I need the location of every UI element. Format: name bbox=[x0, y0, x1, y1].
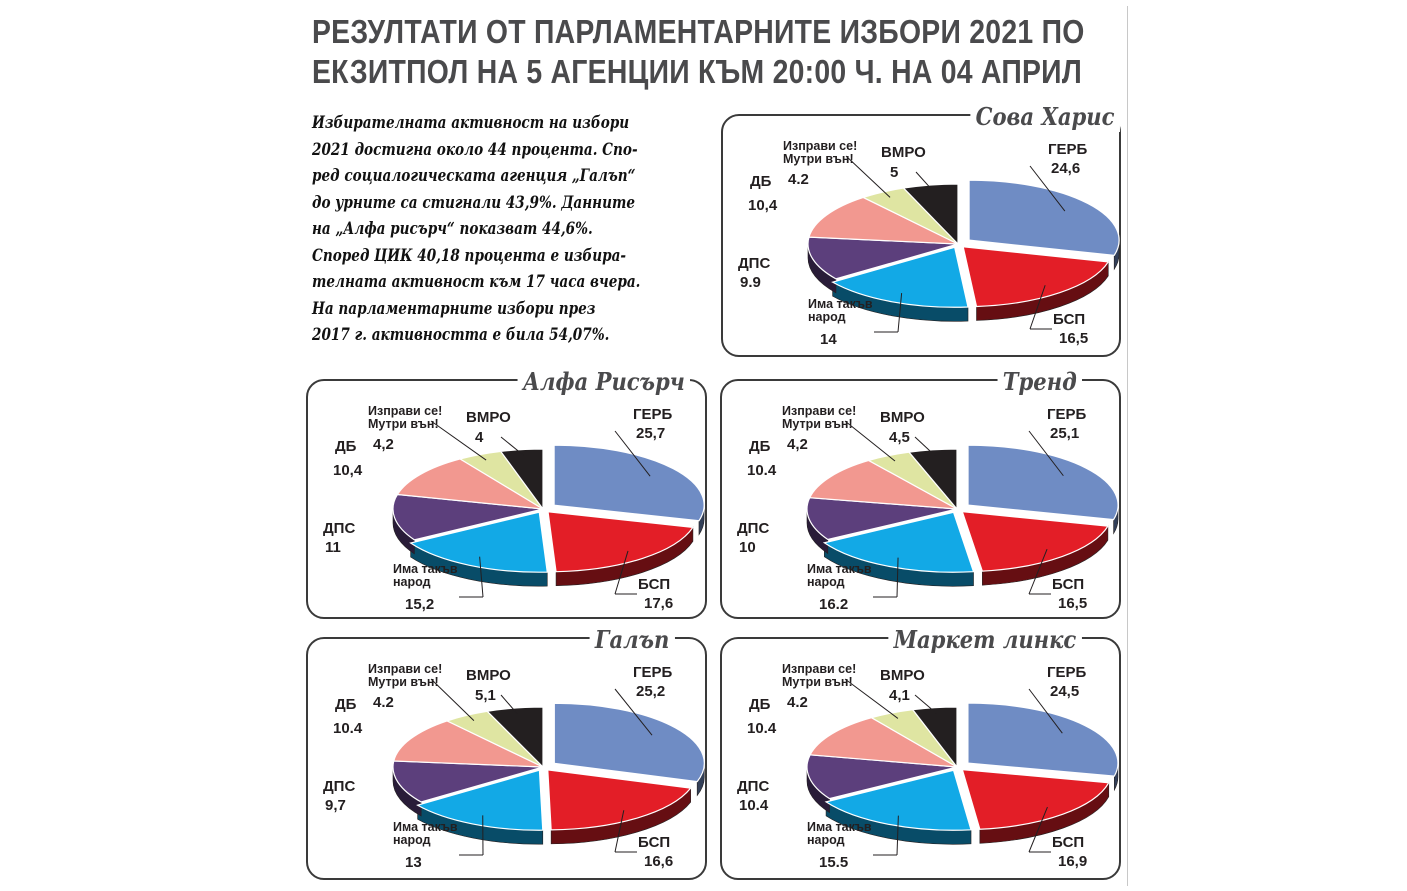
page-divider bbox=[1127, 6, 1128, 886]
slice-value-itn: 15.5 bbox=[819, 854, 849, 871]
slice-value-db: 10.4 bbox=[747, 720, 777, 737]
slice-label-gerb: ГЕРБ bbox=[1047, 406, 1087, 423]
chart-title: Алфа Рисърч bbox=[518, 367, 691, 397]
intro-line: Според ЦИК 40,18 процента е избира- bbox=[312, 245, 627, 266]
pie-slice-gerb bbox=[554, 703, 704, 781]
slice-value-izpravi-se: 4,2 bbox=[787, 436, 808, 453]
slice-label-izpravi-se: Изправи се! Мутри вън! bbox=[782, 404, 857, 431]
intro-line: до урните са стигнали 43,9%. Данните bbox=[312, 192, 636, 213]
slice-label-gerb: ГЕРБ bbox=[633, 664, 673, 681]
slice-label-dps: ДПС bbox=[738, 255, 771, 272]
slice-value-izpravi-se: 4.2 bbox=[787, 694, 808, 711]
slice-label-gerb: ГЕРБ bbox=[1047, 664, 1087, 681]
pie-slice-bsp bbox=[963, 247, 1108, 307]
slice-label-dps: ДПС bbox=[737, 520, 770, 537]
slice-label-bsp: БСП bbox=[1052, 576, 1085, 593]
slice-label-gerb: ГЕРБ bbox=[633, 406, 673, 423]
slice-label-itn: Има такъв народ bbox=[807, 820, 872, 847]
slice-value-dps: 9.9 bbox=[740, 274, 761, 291]
slice-label-bsp: БСП bbox=[1052, 834, 1085, 851]
pie-slice-gerb bbox=[969, 180, 1119, 255]
slice-value-dps: 11 bbox=[325, 539, 341, 556]
slice-label-db: ДБ bbox=[335, 438, 357, 455]
intro-line: на „Алфа рисърч“ показват 44,6%. bbox=[312, 219, 593, 239]
intro-text bbox=[312, 110, 664, 349]
slice-label-itn: Има такъв народ bbox=[807, 562, 872, 589]
title-line: РЕЗУЛТАТИ ОТ ПАРЛАМЕНТАРНИТЕ ИЗБОРИ 2021 ПО bbox=[312, 13, 1085, 50]
intro-line: телната активност към 17 часа вчера. bbox=[312, 272, 641, 292]
slice-value-dps: 10.4 bbox=[739, 797, 769, 814]
intro-line: Избирателната активност на избори bbox=[312, 113, 630, 133]
slice-label-bsp: БСП bbox=[1053, 311, 1086, 328]
slice-value-bsp: 16,5 bbox=[1059, 330, 1089, 347]
slice-label-vmro: ВМРО bbox=[466, 667, 511, 684]
slice-label-izpravi-se: Изправи се! Мутри вън! bbox=[368, 662, 443, 689]
slice-value-izpravi-se: 4.2 bbox=[373, 694, 394, 711]
pie-slice-gerb bbox=[968, 445, 1118, 519]
pie-panel bbox=[720, 379, 1121, 619]
slice-value-gerb: 25,7 bbox=[636, 425, 666, 442]
slice-label-db: ДБ bbox=[750, 173, 772, 190]
slice-value-dps: 10 bbox=[739, 539, 756, 556]
slice-value-db: 10.4 bbox=[333, 720, 363, 737]
slice-value-itn: 13 bbox=[405, 854, 422, 871]
slice-value-itn: 14 bbox=[820, 331, 837, 348]
slice-value-vmro: 4,5 bbox=[889, 429, 910, 446]
slice-value-izpravi-se: 4,2 bbox=[373, 436, 394, 453]
slice-label-izpravi-se: Изправи се! Мутри вън! bbox=[368, 404, 443, 431]
slice-value-vmro: 5,1 bbox=[475, 687, 496, 704]
slice-label-gerb: ГЕРБ bbox=[1048, 141, 1088, 158]
slice-value-bsp: 16,9 bbox=[1058, 853, 1088, 870]
slice-label-db: ДБ bbox=[749, 696, 771, 713]
slice-label-bsp: БСП bbox=[638, 576, 671, 593]
slice-label-itn: Има такъв народ bbox=[393, 562, 458, 589]
slice-label-dps: ДПС bbox=[323, 778, 356, 795]
slice-value-izpravi-se: 4.2 bbox=[788, 171, 809, 188]
slice-label-vmro: ВМРО bbox=[881, 144, 926, 161]
slice-value-vmro: 5 bbox=[890, 164, 899, 181]
pie-panel bbox=[306, 637, 707, 880]
pie-slice-gerb bbox=[554, 445, 704, 521]
slice-label-dps: ДПС bbox=[323, 520, 356, 537]
slice-label-vmro: ВМРО bbox=[880, 409, 925, 426]
pie-panel bbox=[721, 114, 1121, 357]
slice-value-vmro: 4 bbox=[475, 429, 484, 446]
slice-label-itn: Има такъв народ bbox=[393, 820, 458, 847]
pie-slice-gerb bbox=[968, 703, 1118, 776]
slice-value-bsp: 16,6 bbox=[644, 853, 674, 870]
slice-value-vmro: 4,1 bbox=[889, 687, 910, 704]
slice-label-izpravi-se: Изправи се! Мутри вън! bbox=[782, 662, 857, 689]
slice-label-dps: ДПС bbox=[737, 778, 770, 795]
slice-value-dps: 9,7 bbox=[325, 797, 346, 814]
slice-value-itn: 15,2 bbox=[405, 596, 435, 613]
slice-label-izpravi-se: Изправи се! Мутри вън! bbox=[783, 139, 858, 166]
pie-panel bbox=[720, 637, 1121, 880]
slice-value-db: 10,4 bbox=[333, 462, 363, 479]
slice-label-itn: Има такъв народ bbox=[808, 297, 873, 324]
pie-slice-bsp bbox=[548, 770, 691, 830]
intro-line: На парламентарните избори през bbox=[312, 298, 596, 319]
intro-line: 2021 достигна около 44 процента. Спо- bbox=[312, 139, 638, 160]
slice-value-itn: 16.2 bbox=[819, 596, 849, 613]
chart-title: Тренд bbox=[998, 367, 1083, 397]
pie-slice-bsp bbox=[962, 512, 1108, 571]
intro-line: 2017 г. активността е била 54,07%. bbox=[312, 325, 610, 345]
slice-label-db: ДБ bbox=[749, 438, 771, 455]
slice-label-db: ДБ bbox=[335, 696, 357, 713]
slice-label-bsp: БСП bbox=[638, 834, 671, 851]
slice-value-bsp: 17,6 bbox=[644, 595, 674, 612]
title-line: ЕКЗИТПОЛ НА 5 АГЕНЦИИ КЪМ 20:00 Ч. НА 04 АПРИЛ bbox=[312, 53, 1083, 90]
slice-label-vmro: ВМРО bbox=[466, 409, 511, 426]
intro-line: ред социалогическата агенция „Галъп“ bbox=[312, 166, 636, 186]
chart-title: Сова Харис bbox=[970, 102, 1119, 132]
slice-value-bsp: 16,5 bbox=[1058, 595, 1088, 612]
slice-value-gerb: 24,6 bbox=[1051, 160, 1081, 177]
pie-slice-bsp bbox=[548, 512, 693, 572]
slice-value-gerb: 25,1 bbox=[1050, 425, 1080, 442]
chart-title: Маркет линкс bbox=[888, 625, 1081, 655]
pie-panel bbox=[306, 379, 707, 619]
slice-value-db: 10.4 bbox=[747, 462, 777, 479]
slice-value-gerb: 24,5 bbox=[1050, 683, 1080, 700]
chart-title: Галъп bbox=[590, 625, 675, 655]
page-title bbox=[312, 12, 1085, 92]
slice-value-db: 10,4 bbox=[748, 197, 778, 214]
pie-slice-bsp bbox=[962, 770, 1108, 830]
slice-value-gerb: 25,2 bbox=[636, 683, 666, 700]
slice-label-vmro: ВМРО bbox=[880, 667, 925, 684]
